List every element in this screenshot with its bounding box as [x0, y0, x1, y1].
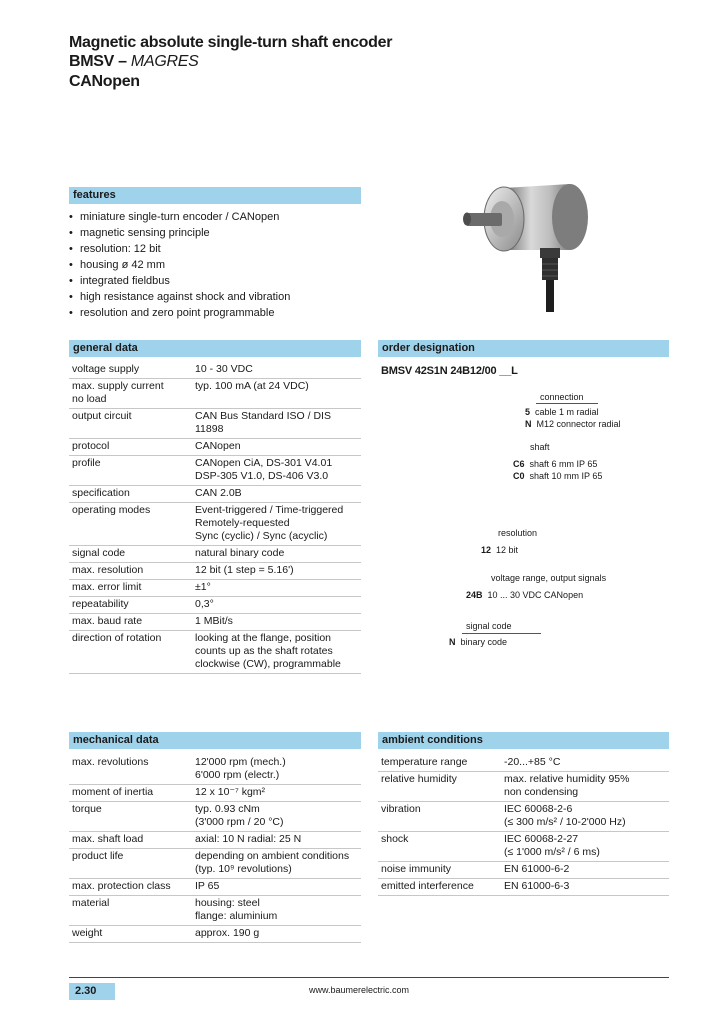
- table-row: [69, 597, 361, 614]
- row-value: -20...+85 °C: [504, 756, 561, 768]
- row-label: max. shaft load: [72, 833, 144, 845]
- row-value: 1 MBit/s: [195, 615, 233, 627]
- row-value: ±1°: [195, 581, 211, 593]
- row-value: 10 - 30 VDC: [195, 363, 253, 375]
- table-row: [69, 926, 361, 943]
- row-label: operating modes: [72, 504, 151, 516]
- encoder-product-image: [452, 178, 600, 313]
- brand-name: MAGRES: [130, 53, 199, 70]
- row-label: torque: [72, 803, 102, 815]
- connection-option: 5 cable 1 m radial: [525, 407, 599, 417]
- row-value: max. relative humidity 95% non condensing: [504, 773, 630, 798]
- table-row: [69, 879, 361, 896]
- row-label: shock: [381, 833, 409, 845]
- feature-item: • resolution and zero point programmable: [69, 305, 290, 321]
- table-row: [69, 546, 361, 563]
- row-value: housing: steel flange: aluminium: [195, 897, 278, 922]
- row-label: direction of rotation: [72, 632, 162, 644]
- shaft-option: C6 shaft 6 mm IP 65: [513, 459, 598, 469]
- row-value: depending on ambient conditions (typ. 10⁹ revolutions): [195, 850, 350, 875]
- row-value: CAN 2.0B: [195, 487, 242, 499]
- row-label: max. error limit: [72, 581, 142, 593]
- general-data-header: general data: [69, 340, 361, 357]
- website-url: www.baumerelectric.com: [309, 985, 410, 995]
- table-row: [69, 439, 361, 456]
- product-name: [69, 52, 198, 72]
- row-value: IEC 60068-2-6 (≤ 300 m/s² / 10-2'000 Hz): [504, 803, 626, 828]
- table-row: [378, 862, 669, 879]
- table-row: [69, 379, 361, 409]
- row-label: vibration: [381, 803, 421, 815]
- table-row: [378, 755, 669, 772]
- feature-item: • integrated fieldbus: [69, 273, 290, 289]
- row-label: relative humidity: [381, 773, 457, 785]
- connection-option: N M12 connector radial: [525, 419, 621, 429]
- table-row: [69, 456, 361, 486]
- row-value: 12'000 rpm (mech.) 6'000 rpm (electr.): [195, 756, 286, 781]
- ambient-conditions-header: ambient conditions: [378, 732, 669, 749]
- table-row: [69, 849, 361, 879]
- row-value: looking at the flange, position counts up as the shaft rotates clockwise (CW), programmable: [195, 632, 341, 670]
- row-value: 12 bit (1 step = 5.16'): [195, 564, 294, 576]
- voltage-title: voltage range, output signals: [491, 573, 607, 583]
- row-value: approx. 190 g: [195, 927, 260, 939]
- row-value: EN 61000-6-2: [504, 863, 570, 875]
- table-row: [69, 785, 361, 802]
- row-label: max. supply current no load: [72, 380, 164, 405]
- page-number: 2.30: [69, 983, 115, 1000]
- row-value: Event-triggered / Time-triggered Remotely-requested Sync (cyclic) / Sync (acyclic): [195, 504, 344, 542]
- order-designation-header: order designation: [378, 340, 669, 357]
- table-row: [378, 879, 669, 896]
- row-value: IEC 60068-2-27 (≤ 1'000 m/s² / 6 ms): [504, 833, 600, 858]
- feature-item: • magnetic sensing principle: [69, 225, 290, 241]
- resolution-option: 12 12 bit: [481, 545, 519, 555]
- row-label: max. revolutions: [72, 756, 149, 768]
- mechanical-data-header: mechanical data: [69, 732, 361, 749]
- table-row: [378, 832, 669, 862]
- page-title: Magnetic absolute single-turn shaft encoder: [69, 34, 393, 51]
- signal-code-underline: [462, 633, 541, 634]
- voltage-option: 24B 10 ... 30 VDC CANopen: [466, 590, 584, 600]
- row-label: specification: [72, 487, 130, 499]
- table-row: [69, 832, 361, 849]
- row-label: max. baud rate: [72, 615, 143, 627]
- row-label: max. protection class: [72, 880, 171, 892]
- row-label: material: [72, 897, 110, 909]
- row-value: IP 65: [195, 880, 220, 892]
- row-label: voltage supply: [72, 363, 140, 375]
- row-label: repeatability: [72, 598, 129, 610]
- shaft-option: C0 shaft 10 mm IP 65: [513, 471, 603, 481]
- ambient-conditions-table: [378, 755, 669, 896]
- table-row: [69, 631, 361, 674]
- feature-item: • high resistance against shock and vibration: [69, 289, 290, 305]
- row-label: protocol: [72, 440, 110, 452]
- row-label: temperature range: [381, 756, 468, 768]
- row-value: natural binary code: [195, 547, 285, 559]
- connection-title: connection: [540, 392, 584, 402]
- row-value: CANopen CiA, DS-301 V4.01 DSP-305 V1.0, DS-406 V3.0: [195, 457, 333, 482]
- footer-rule: [69, 977, 669, 978]
- row-label: signal code: [72, 547, 126, 559]
- row-value: typ. 0.93 cNm (3'000 rpm / 20 °C): [195, 803, 284, 828]
- features-header: features: [69, 187, 361, 204]
- row-value: EN 61000-6-3: [504, 880, 570, 892]
- signal-code-title: signal code: [466, 621, 512, 631]
- table-row: [69, 362, 361, 379]
- features-list: [69, 209, 290, 321]
- product-code: BMSV –: [69, 53, 131, 70]
- feature-item: • housing ø 42 mm: [69, 257, 290, 273]
- table-row: [69, 802, 361, 832]
- table-row: [69, 503, 361, 546]
- row-value: axial: 10 N radial: 25 N: [195, 833, 302, 845]
- table-row: [69, 580, 361, 597]
- feature-item: • miniature single-turn encoder / CANopen: [69, 209, 290, 225]
- table-row: [69, 755, 361, 785]
- table-row: [69, 896, 361, 926]
- resolution-title: resolution: [498, 528, 538, 538]
- mechanical-data-table: [69, 755, 361, 943]
- row-value: CANopen: [195, 440, 241, 452]
- protocol-title: CANopen: [69, 73, 140, 90]
- table-row: [69, 409, 361, 439]
- shaft-title: shaft: [530, 442, 550, 452]
- order-code: BMSV 42S1N 24B12/00 __L: [381, 365, 518, 377]
- row-label: max. resolution: [72, 564, 144, 576]
- table-row: [69, 614, 361, 631]
- row-value: typ. 100 mA (at 24 VDC): [195, 380, 309, 392]
- row-label: noise immunity: [381, 863, 452, 875]
- row-value: 12 x 10⁻⁷ kgm²: [195, 786, 266, 798]
- table-row: [378, 772, 669, 802]
- row-value: CAN Bus Standard ISO / DIS 11898: [195, 410, 331, 435]
- row-label: weight: [72, 927, 103, 939]
- row-label: output circuit: [72, 410, 132, 422]
- table-row: [378, 802, 669, 832]
- signal-code-option: N binary code: [449, 637, 508, 647]
- table-row: [69, 563, 361, 580]
- row-value: 0,3°: [195, 598, 214, 610]
- row-label: product life: [72, 850, 124, 862]
- connection-underline: [536, 403, 598, 404]
- row-label: emitted interference: [381, 880, 474, 892]
- general-data-table: [69, 362, 361, 674]
- row-label: moment of inertia: [72, 786, 154, 798]
- row-label: profile: [72, 457, 101, 469]
- feature-item: • resolution: 12 bit: [69, 241, 290, 257]
- table-row: [69, 486, 361, 503]
